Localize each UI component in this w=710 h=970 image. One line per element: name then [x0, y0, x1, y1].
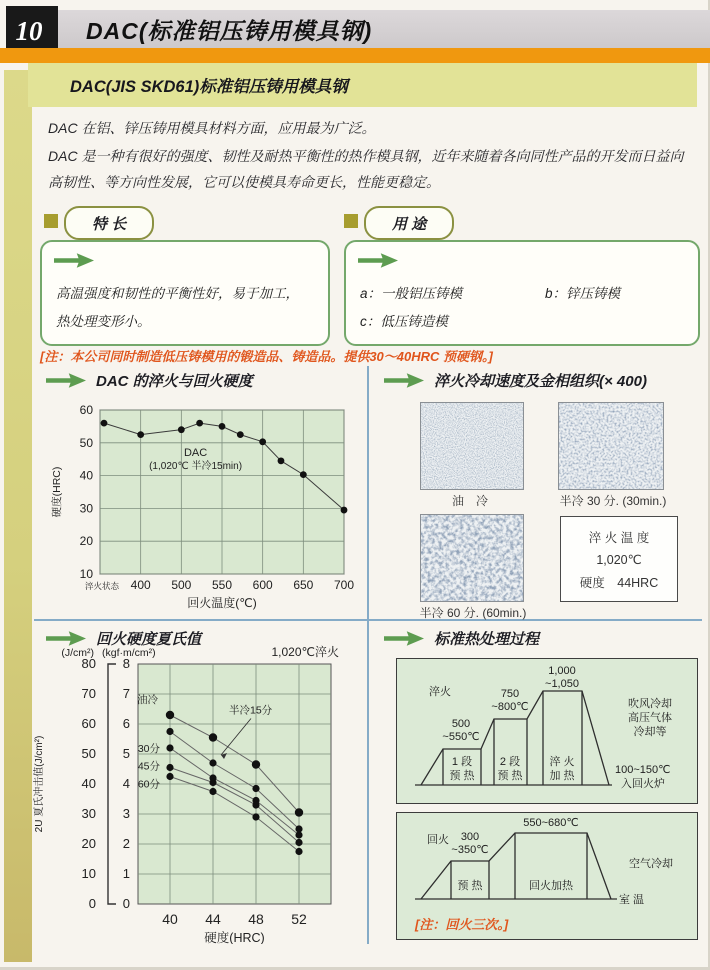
orange-accent-bar: [0, 48, 710, 63]
chart1-point: [237, 431, 244, 438]
green-arrow-icon: [46, 372, 86, 389]
uses-label: 用 途: [392, 215, 427, 233]
chart1-point: [137, 431, 144, 438]
chart2-point: [252, 801, 259, 808]
intro-paragraphs: [48, 116, 696, 198]
chart2-point: [295, 848, 302, 855]
chart2-point: [209, 788, 216, 795]
chart1-annotation-line1: DAC: [183, 446, 208, 459]
chart1-xtick-label: 650: [293, 578, 314, 592]
chart2-ylabel: 2U 夏氏冲击值(J/cm²): [34, 735, 45, 833]
chart1-ytick-label: 50: [79, 435, 93, 450]
intro-line-1: DAC 在铝、锌压铸用模具材料方面，应用最为广泛。: [48, 120, 376, 136]
uses-label-pill: [364, 206, 454, 240]
chart2-left-scale-label: 60: [81, 716, 96, 731]
micrograph-30min: [558, 402, 664, 490]
chart1-point: [101, 420, 108, 427]
chart2-left-scale-label: 80: [81, 656, 96, 671]
chart2-right-scale-label: 0: [122, 896, 130, 911]
chart2-point: [166, 764, 173, 771]
quench-step2-name2: 预 热: [497, 770, 523, 782]
chart1-ytick-label: 20: [79, 534, 93, 549]
quench-cooling-line2: 高压气体: [628, 712, 672, 724]
temper-cycle-diagram: [397, 813, 697, 909]
quench-exit-line2: 入回火炉: [621, 778, 665, 790]
quench-heat-name2: 加 热: [549, 770, 575, 782]
chart2-point: [295, 831, 302, 838]
note-prehardened: [注：本公司同时制造低压铸模用的锻造品、铸造品。提供30～40HRC 预硬钢。]: [40, 349, 493, 364]
chart1-point: [178, 426, 185, 433]
chart2-point: [295, 839, 302, 846]
quench-step1-name2: 预 热: [449, 770, 475, 782]
chart2-xtick-label: 52: [291, 911, 307, 927]
vertical-divider: [367, 366, 369, 944]
chart2-left-scale-label: 40: [81, 776, 96, 791]
quench-step2-name1: 2 段: [499, 756, 521, 768]
temper-note: [注：回火三次。]: [415, 917, 509, 932]
quench-cycle-panel: [396, 658, 698, 804]
info-quench-temp-value: 1,020℃: [596, 552, 642, 567]
chart2-corner-note: 1,020℃淬火: [271, 645, 339, 659]
section-micro-title-row: [384, 370, 647, 391]
tempered-hardness-charpy-chart: [30, 644, 366, 944]
chart2-left-scale-label: 30: [81, 806, 96, 821]
temper-cycle-panel: [396, 812, 698, 940]
features-label-pill: [64, 206, 154, 240]
chart2-point: [209, 779, 216, 786]
quench-step1-temp1: 500: [451, 718, 471, 730]
section-hardness-title-row: [46, 370, 253, 391]
section-heat-title-row: [384, 628, 539, 649]
chart2-unit-left: (J/cm²): [61, 647, 94, 659]
chart2-series-label: 60分: [137, 778, 160, 791]
chart2-point: [166, 744, 173, 751]
temper-room-temp-label: 室 温: [619, 894, 645, 906]
temper-label: 回火: [427, 834, 449, 846]
chart1-ytick-label: 40: [79, 468, 93, 483]
temper-cooling-label: 空气冷却: [629, 858, 673, 870]
section-micro-title: 淬火冷却速度及金相组织(× 400): [434, 373, 647, 390]
chart2-right-scale-label: 2: [122, 836, 130, 851]
chart2-point: [252, 760, 260, 768]
chart1-point: [341, 507, 348, 514]
temper-preheat-temp1: 300: [460, 831, 480, 843]
temper-main-temp: 550~680℃: [523, 817, 579, 829]
chart1-xtick-label: 400: [130, 578, 151, 592]
subtitle-band: [28, 63, 697, 107]
green-arrow-icon: [358, 252, 398, 269]
quench-step1-name1: 1 段: [451, 756, 473, 768]
chart2-right-scale-label: 1: [122, 866, 130, 881]
chart2-xtick-label: 48: [248, 911, 264, 927]
chart1-ytick-label: 10: [79, 567, 93, 581]
page-subtitle: DAC(JIS SKD61)标准铝压铸用模具钢: [70, 78, 348, 96]
chart2-left-scale-label: 70: [81, 686, 96, 701]
use-item-c: c：低压铸造模: [360, 314, 448, 330]
chart2-xtick-label: 40: [162, 911, 178, 927]
chart1-ytick-label: 60: [79, 403, 93, 417]
chart1-annotation-line2: (1,020℃ 半冷15min): [149, 460, 243, 472]
chart1-point: [219, 423, 226, 430]
quench-heat-name1: 淬 火: [549, 756, 575, 768]
title-band: [58, 10, 710, 48]
quench-peak-temp2: ~1,050: [545, 678, 579, 690]
chart1-ytick-label: 30: [79, 501, 93, 516]
chart2-left-scale-label: 20: [81, 836, 96, 851]
info-quench-temp-label: 淬 火 温 度: [588, 530, 650, 545]
chart1-xtick-label: 600: [252, 578, 273, 592]
features-bullet-square: [44, 214, 58, 228]
info-hardness-value: 硬度 44HRC: [579, 575, 659, 590]
chart1-point: [300, 471, 307, 478]
page-number: 10: [15, 16, 43, 46]
chart2-series-label: 30分: [137, 743, 160, 755]
chart1-point: [196, 420, 203, 427]
chart1-xtick-label: 淬火状态: [84, 581, 120, 591]
page-title: DAC(标准铝压铸用模具钢): [86, 17, 373, 44]
quench-label: 淬火: [429, 686, 451, 698]
quench-cooling-line1: 吹风冷却: [628, 698, 672, 710]
features-text-line1: 高温强度和韧性的平衡性好，易于加工，: [56, 286, 299, 301]
chart2-point: [166, 773, 173, 780]
chart1-xtick-label: 500: [171, 578, 192, 592]
quench-cooling-line3: 冷却等: [633, 726, 667, 738]
quench-step1-temp2: ~550℃: [442, 731, 480, 743]
micrograph-60min: [420, 514, 524, 602]
temper-heat-name: 回火加热: [529, 880, 573, 892]
chart1-xtick-label: 700: [333, 578, 355, 592]
chart2-point: [166, 728, 173, 735]
micrograph-30min-caption: 半冷 30 分. (30min.): [559, 494, 667, 508]
chart1-xtick-label: 550: [211, 578, 233, 592]
intro-line-2: DAC 是一种有很好的强度、韧性及耐热平衡性的热作模具钢，近年来随着各向同性产品的开发而日益向高韧性、等方向性发展，它可以使模具寿命更长，性能更稳定。: [48, 147, 684, 190]
uses-box: [344, 240, 700, 346]
quench-step2-temp1: 750: [500, 688, 520, 700]
chart2-point: [295, 808, 303, 816]
chart2-unit-right: (kgf·m/cm²): [102, 647, 156, 659]
use-item-a: a：一般铝压铸模: [360, 286, 463, 301]
quench-exit-line1: 100~150℃: [615, 764, 671, 776]
chart1-point: [278, 457, 285, 464]
quench-cycle-diagram: [397, 659, 697, 803]
chart2-right-scale-label: 6: [122, 716, 130, 731]
green-arrow-icon: [384, 372, 424, 389]
chart2-xlabel: 硬度(HRC): [204, 931, 265, 944]
chart2-point: [252, 813, 259, 820]
section-heat-title: 标准热处理过程: [434, 631, 540, 648]
chart2-series-label: 半冷15分: [229, 704, 273, 717]
chart2-left-scale-label: 10: [81, 866, 96, 881]
features-text-line2: 热处理变形小。: [56, 314, 151, 330]
chart1-xlabel: 回火温度(℃): [187, 596, 257, 610]
chart2-point: [166, 711, 174, 719]
chart2-right-scale-label: 8: [122, 656, 130, 671]
chart2-right-scale-label: 3: [122, 806, 130, 821]
green-arrow-icon: [384, 630, 424, 647]
chart2-point: [209, 759, 216, 766]
micrograph-oil-cooled: [420, 402, 524, 490]
chart2-right-scale-label: 7: [122, 686, 130, 701]
temper-preheat-temp2: ~350℃: [451, 844, 489, 856]
chart2-series-label: 45分: [137, 760, 160, 773]
chart2-series-label: 油冷: [137, 694, 158, 706]
chart2-left-scale-label: 0: [88, 896, 96, 911]
uses-bullet-square: [344, 214, 358, 228]
section-hardness-title: DAC 的淬火与回火硬度: [96, 373, 253, 390]
chart1-ylabel: 硬度(HRC): [51, 466, 63, 518]
quench-temper-hardness-chart: [48, 396, 363, 616]
chart2-scale-bracket: [108, 664, 116, 904]
horizontal-divider: [34, 619, 702, 621]
quench-info-box: [560, 516, 678, 602]
chart2-point: [252, 785, 259, 792]
chart2-xtick-label: 44: [205, 911, 221, 927]
chart2-right-scale-label: 4: [122, 776, 130, 791]
micrograph-oil-caption: 油 冷: [451, 494, 488, 508]
quench-peak-temp1: 1,000: [548, 665, 576, 677]
use-item-b: b：锌压铸模: [545, 286, 621, 301]
quench-step2-temp2: ~800℃: [491, 701, 529, 713]
left-edge-stripe: [4, 70, 32, 962]
chart2-point: [209, 733, 217, 741]
temper-preheat-name: 预 热: [457, 880, 483, 892]
green-arrow-icon: [54, 252, 94, 269]
features-box: [40, 240, 330, 346]
chart2-right-scale-label: 5: [122, 746, 130, 761]
section-impact-title: 回火硬度夏氏值: [96, 631, 202, 648]
chart1-point: [259, 438, 266, 445]
micrograph-60min-caption: 半冷 60 分. (60min.): [419, 606, 527, 620]
features-label: 特 长: [92, 215, 127, 233]
chart2-left-scale-label: 50: [81, 746, 96, 761]
